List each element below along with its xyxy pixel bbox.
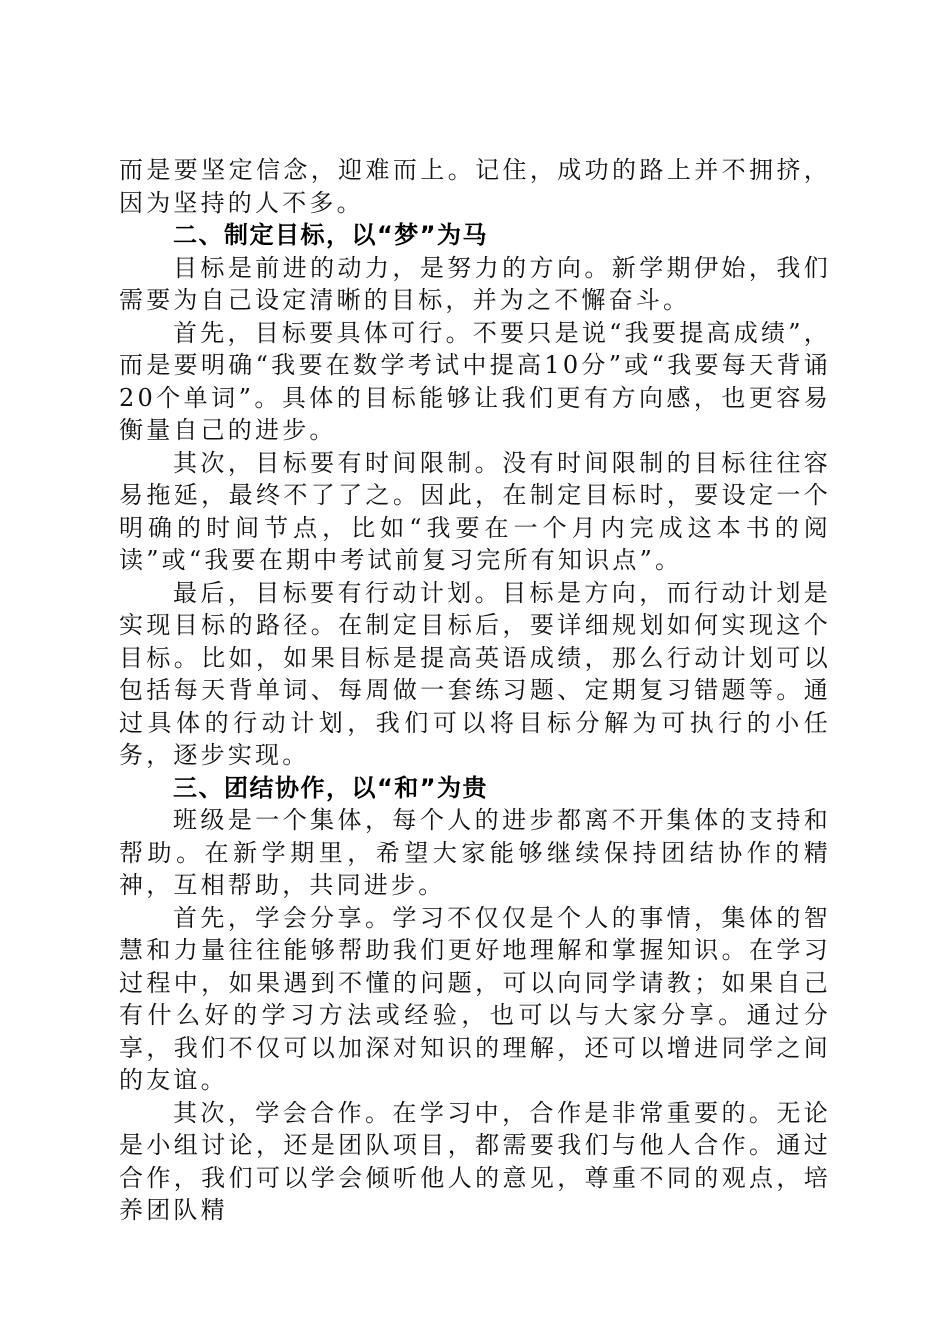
paragraph: 而是要坚定信念，迎难而上。记住，成功的路上并不拥挤，因为坚持的人不多。: [119, 156, 831, 217]
section-heading: 三、团结协作，以“和”为贵: [173, 773, 489, 802]
paragraph: 首先，目标要具体可行。不要只是说“我要提高成绩”，而是要明确“我要在数学考试中提高10分”或“我要每天背诵20个单词”。具体的目标能够让我们更有方向感，也更容易衡量自己的进步。: [119, 318, 831, 444]
paragraph: 其次，目标要有时间限制。没有时间限制的目标往往容易拖延，最终不了了之。因此，在制定目标时，要设定一个明确的时间节点，比如“我要在一个月内完成这本书的阅读”或“我要在期中考试前复习完所有知识点”。: [119, 448, 831, 574]
document-body: [119, 154, 831, 1227]
paragraph: 班级是一个集体，每个人的进步都离不开集体的支持和帮助。在新学期里，希望大家能够继续保持团结协作的精神，互相帮助，共同进步。: [119, 806, 831, 899]
paragraph: 最后，目标要有行动计划。目标是方向，而行动计划是实现目标的路径。在制定目标后，要详细规划如何实现这个目标。比如，如果目标是提高英语成绩，那么行动计划可以包括每天背单词、每周做一套练习题、定期复习错题等。通过具体的行动计划，我们可以将目标分解为可执行的小任务，逐步实现。: [119, 578, 831, 769]
paragraph: 首先，学会分享。学习不仅仅是个人的事情，集体的智慧和力量往往能够帮助我们更好地理解和掌握知识。在学习过程中，如果遇到不懂的问题，可以向同学请教；如果自己有什么好的学习方法或经验，也可以与大家分享。通过分享，我们不仅可以加深对知识的理解，还可以增进同学之间的友谊。: [119, 903, 831, 1094]
paragraph: 其次，学会合作。在学习中，合作是非常重要的。无论是小组讨论，还是团队项目，都需要我们与他人合作。通过合作，我们可以学会倾听他人的意见，尊重不同的观点，培养团队精: [119, 1098, 831, 1224]
section-heading: 二、制定目标，以“梦”为马: [173, 221, 489, 249]
paragraph: 目标是前进的动力，是努力的方向。新学期伊始，我们需要为自己设定清晰的目标，并为之不懈奋斗。: [119, 253, 831, 314]
